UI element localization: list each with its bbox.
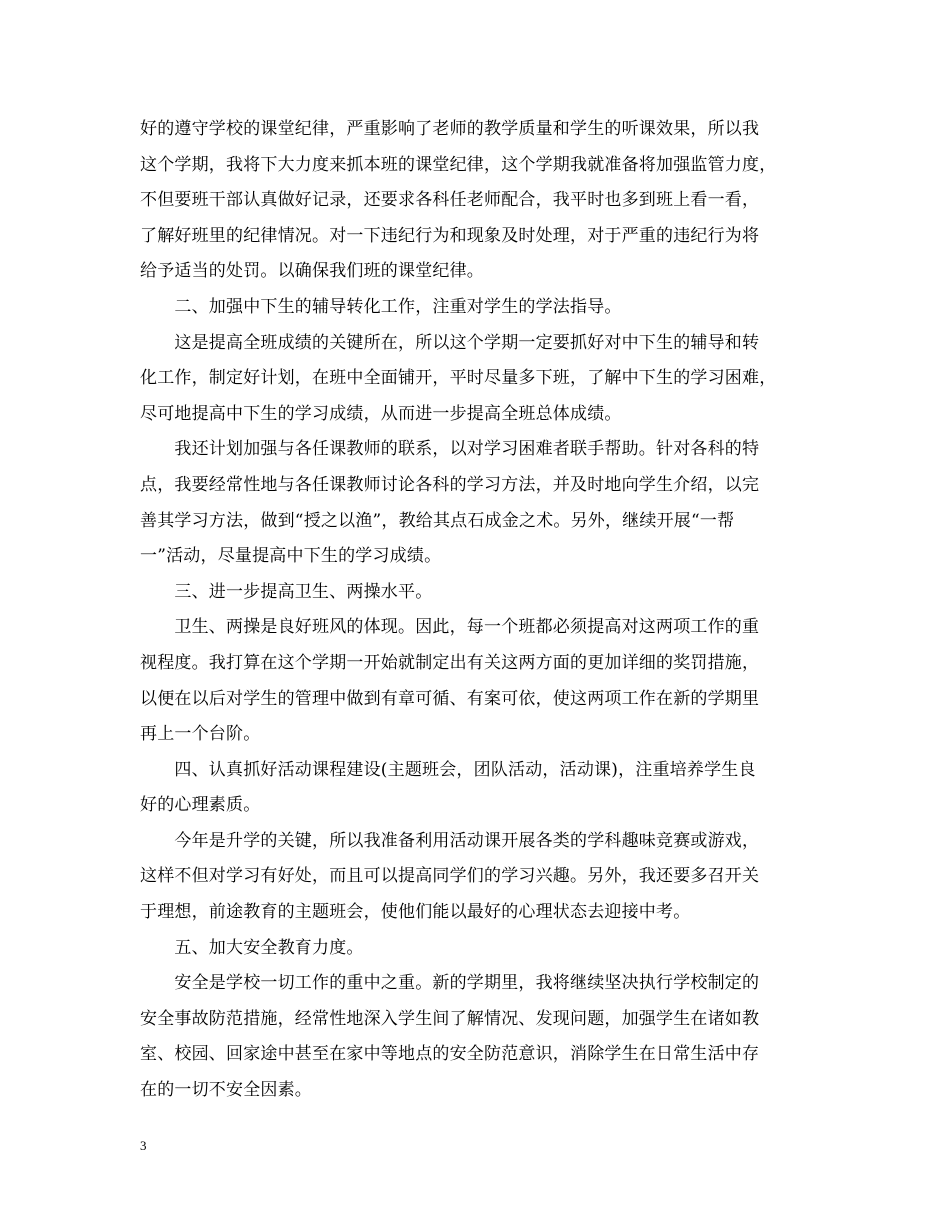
text-line: 视程度。我打算在这个学期一开始就制定出有关这两方面的更加详细的奖罚措施， (140, 652, 760, 673)
text-line: 这是提高全班成绩的关键所在，所以这个学期一定要抓好对中下生的辅导和转 (140, 332, 760, 353)
text-line: 尽可地提高中下生的学习成绩，从而进一步提高全班总体成绩。 (140, 403, 622, 424)
body-text (140, 112, 820, 1109)
text-line: 善其学习方法，做到“授之以渔”，教给其点石成金之术。另外，继续开展“一帮 (140, 510, 735, 531)
text-line: 我还计划加强与各任课教师的联系，以对学习困难者联手帮助。针对各科的特 (140, 439, 760, 460)
text-line: 一”活动，尽量提高中下生的学习成绩。 (140, 546, 442, 567)
text-line: 三、进一步提高卫生、两操水平。 (140, 581, 433, 602)
text-line: 四、认真抓好活动课程建设(主题班会，团队活动，活动课)，注重培养学生良 (140, 759, 756, 780)
text-line: 二、加强中下生的辅导转化工作，注重对学生的学法指导。 (140, 296, 622, 317)
text-line: 给予适当的处罚。以确保我们班的课堂纪律。 (140, 261, 484, 282)
text-line: 再上一个台阶。 (140, 724, 261, 745)
text-line: 于理想，前途教育的主题班会，使他们能以最好的心理状态去迎接中考。 (140, 902, 691, 923)
text-line: 今年是升学的关键，所以我准备利用活动课开展各类的学科趣味竞赛或游戏， (140, 830, 760, 851)
text-line: 五、加大安全教育力度。 (140, 937, 364, 958)
text-line: 卫生、两操是良好班风的体现。因此，每一个班都必须提高对这两项工作的重 (140, 617, 760, 638)
text-line: 化工作，制定好计划，在班中全面铺开，平时尽量多下班，了解中下生的学习困难， (140, 368, 777, 389)
text-line: 安全事故防范措施，经常性地深入学生间了解情况、发现问题，加强学生在诸如教 (140, 1008, 760, 1029)
text-line: 好的心理素质。 (140, 795, 261, 816)
page-number: 3 (140, 1138, 147, 1153)
text-line: 安全是学校一切工作的重中之重。新的学期里，我将继续坚决执行学校制定的 (140, 973, 760, 994)
text-line: 室、校园、回家途中甚至在家中等地点的安全防范意识，消除学生在日常生活中存 (140, 1044, 760, 1065)
text-line: 以便在以后对学生的管理中做到有章可循、有案可依，使这两项工作在新的学期里 (140, 688, 760, 709)
text-line: 这个学期，我将下大力度来抓本班的课堂纪律，这个学期我就准备将加强监管力度， (140, 154, 777, 175)
text-line: 这样不但对学习有好处，而且可以提高同学们的学习兴趣。另外，我还要多召开关 (140, 866, 760, 887)
text-line: 在的一切不安全因素。 (140, 1080, 312, 1101)
text-line: 了解好班里的纪律情况。对一下违纪行为和现象及时处理，对于严重的违纪行为将 (140, 225, 760, 246)
text-line: 好的遵守学校的课堂纪律，严重影响了老师的教学质量和学生的听课效果，所以我 (140, 119, 760, 139)
text-line: 不但要班干部认真做好记录，还要求各科任老师配合，我平时也多到班上看一看， (140, 190, 760, 211)
text-line: 点，我要经常性地与各任课教师讨论各科的学习方法，并及时地向学生介绍，以完 (140, 474, 760, 495)
